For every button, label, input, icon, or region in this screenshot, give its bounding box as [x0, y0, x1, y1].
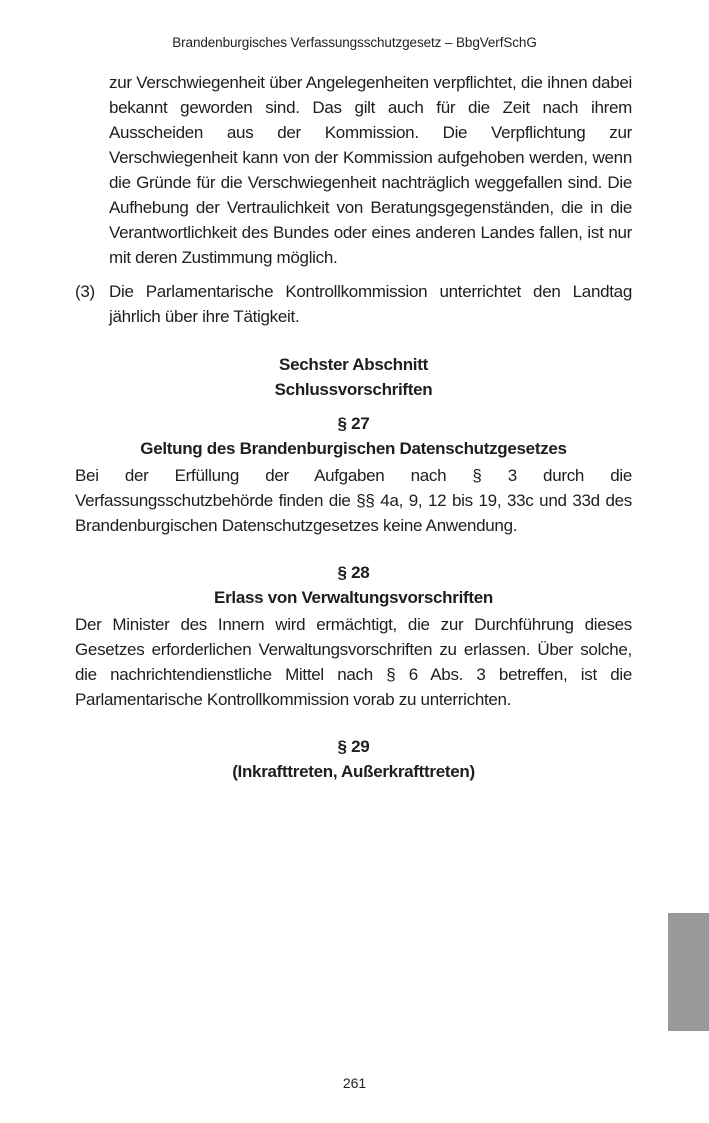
paragraph-28-title: Erlass von Verwaltungsvorschriften — [214, 588, 493, 607]
continued-paragraph: zur Verschwiegenheit über Angelegenheiten verpflichtet, die ihnen dabei bekannt geworden sind. Das gilt auch für die Zeit nach ihrem Ausscheiden aus der Kommission. Die Verpflichtung zur Verschwiegenheit kann von der Kommission aufgehoben werden, wenn die Gründe für die Verschwiegenheit nachträglich weggefallen sind. Die Aufhebung der Vertraulichkeit von Beratungsgegenständen, die in die Verantwortlichkeit des Bundes oder eines anderen Landes fallen, ist nur mit deren Zustimmung möglich. — [109, 73, 632, 267]
paragraph-27-text: Bei der Erfüllung der Aufgaben nach § 3 durch die Verfassungsschutzbehörde finden die §§ 4a, 9, 12 bis 19, 33c und 33d des Brandenburgischen Datenschutzgesetzes keine Anwendung. — [75, 466, 632, 535]
paragraph-28-number: § 28 — [337, 563, 370, 582]
paragraph-29-title: (Inkrafttreten, Außerkrafttreten) — [232, 762, 475, 781]
paragraph-29-number: § 29 — [337, 737, 370, 756]
numbered-item-3 — [75, 279, 632, 329]
paragraph-27-title: Geltung des Brandenburgischen Datenschutzgesetzes — [140, 439, 567, 458]
paragraph-27-number: § 27 — [337, 414, 370, 433]
section-label: Sechster Abschnitt — [279, 355, 428, 374]
page-number: 261 — [342, 1075, 367, 1091]
running-header: Brandenburgisches Verfassungsschutzgesetz – BbgVerfSchG — [172, 35, 537, 50]
paragraph-28-text: Der Minister des Innern wird ermächtigt, die zur Durchführung dieses Gesetzes erforderlichen Verwaltungsvorschriften zu erlassen. Über solche, die nachrichtendienstliche Mittel nach § 6 Abs. 3 betreffen, ist die Parlamentarische Kontrollkommission vorab zu unterrichten. — [75, 615, 632, 709]
item-number: (3) — [75, 282, 95, 301]
chapter-thumb-tab — [668, 913, 709, 1031]
item-text: Die Parlamentarische Kontrollkommission unterrichtet den Landtag jährlich über ihre Tätigkeit. — [109, 282, 632, 326]
page-body — [75, 70, 632, 784]
section-title: Schlussvorschriften — [274, 380, 433, 399]
